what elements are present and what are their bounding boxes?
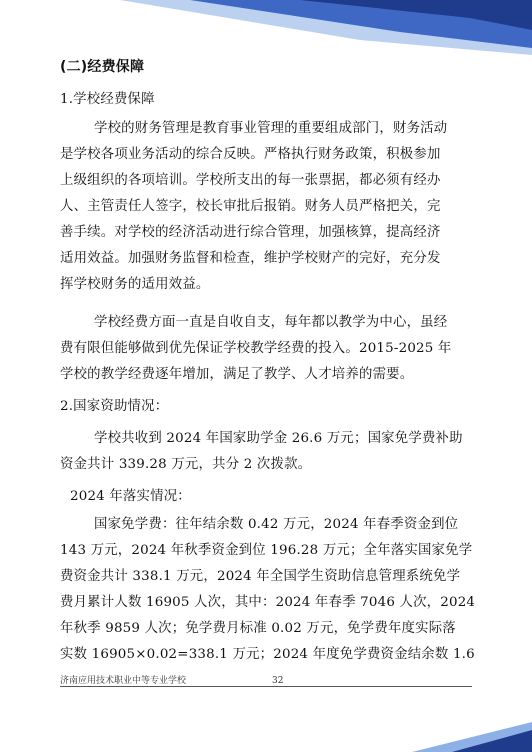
paragraph-line: 挥学校财务的适用效益。 — [60, 277, 210, 292]
paragraph-line: 人、主管责任人签字，校长审批后报销。财务人员严格把关，完 — [60, 199, 441, 214]
footer-school-name: 济南应用技术职业中等专业学校 — [60, 676, 187, 686]
paragraph-line: 实数 16905×0.02=338.1 万元；2024 年度免学费资金结余数 1.6 — [60, 647, 475, 662]
section-title: (二)经费保障 — [60, 59, 145, 75]
paragraph-line: 国家免学费：往年结余数 0.42 万元，2024 年春季资金到位 — [94, 517, 459, 532]
paragraph-line: 善手续。对学校的经济活动进行综合管理，加强核算，提高经济 — [60, 225, 441, 240]
paragraph-line: 是学校各项业务活动的综合反映。严格执行财务政策，积极参加 — [60, 147, 441, 162]
subsection-title-2024-implementation: 2024 年落实情况： — [70, 489, 191, 504]
subsection-title-state-aid: 2.国家资助情况： — [60, 399, 169, 414]
paragraph-line: 上级组织的各项培训。学校所支出的每一张票据，都必须有经办 — [60, 173, 441, 188]
footer-page-number: 32 — [272, 676, 284, 686]
bottom-corner-decoration — [392, 712, 532, 752]
paragraph-line: 年秋季 9859 人次；免学费月标准 0.02 万元，免学费年度实际落 — [60, 621, 456, 636]
footer-divider — [60, 686, 472, 687]
paragraph-line: 资金共计 339.28 万元，共分 2 次拨款。 — [60, 457, 312, 472]
subsection-title-school-funding: 1.学校经费保障 — [60, 92, 155, 107]
paragraph-line: 费资金共计 338.1 万元，2024 年全国学生资助信息管理系统免学 — [60, 569, 461, 584]
paragraph-line: 费月累计人数 16905 人次，其中：2024 年春季 7046 人次，2024 — [60, 595, 476, 610]
top-corner-decoration — [0, 0, 532, 60]
paragraph-line: 学校的财务管理是教育事业管理的重要组成部门，财务活动 — [94, 121, 448, 136]
paragraph-line: 学校的教学经费逐年增加，满足了教学、人才培养的需要。 — [60, 367, 414, 382]
paragraph-line: 143 万元，2024 年秋季资金到位 196.28 万元；全年落实国家免学 — [60, 543, 473, 558]
paragraph-line: 学校经费方面一直是自收自支，每年都以教学为中心，虽经 — [94, 315, 448, 330]
paragraph-line: 费有限但能够做到优先保证学校教学经费的投入。2015-2025 年 — [60, 341, 452, 356]
paragraph-line: 适用效益。加强财务监督和检查，维护学校财产的完好，充分发 — [60, 251, 441, 266]
paragraph-line: 学校共收到 2024 年国家助学金 26.6 万元；国家免学费补助 — [94, 431, 463, 446]
